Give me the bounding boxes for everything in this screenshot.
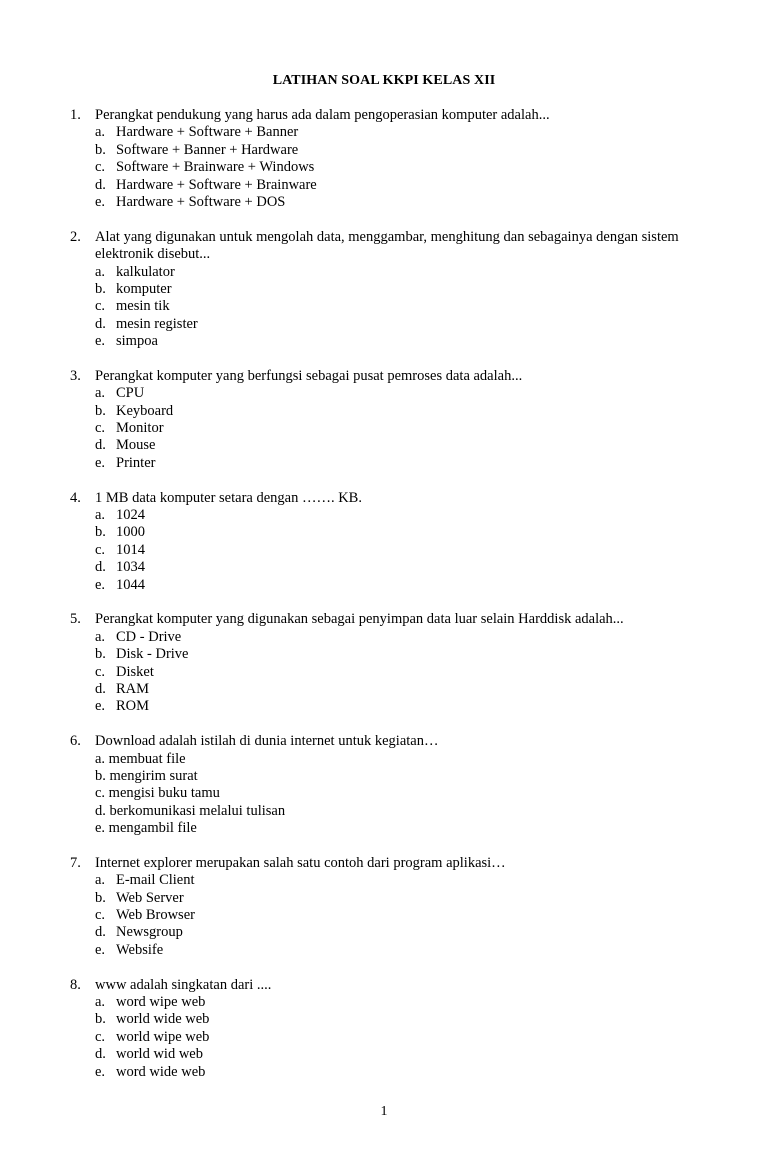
option-text: word wide web xyxy=(116,1063,206,1080)
option-item: b. mengirim surat xyxy=(95,767,198,784)
question-2 xyxy=(70,229,710,351)
option-letter: d. xyxy=(95,437,106,454)
option-list xyxy=(95,385,710,472)
option-text: Software + Banner + Hardware xyxy=(116,141,299,158)
option-item xyxy=(95,455,710,472)
question-text: Perangkat komputer yang berfungsi sebagai pusat pemroses data adalah... xyxy=(95,367,523,384)
option-text: word wipe web xyxy=(116,994,206,1011)
question-text: Internet explorer merupakan salah satu contoh dari program aplikasi… xyxy=(95,854,506,871)
option-item xyxy=(95,907,710,924)
option-item xyxy=(95,629,710,646)
option-item xyxy=(95,142,710,159)
option-text: Keyboard xyxy=(116,402,174,419)
question-text: Perangkat pendukung yang harus ada dalam pengoperasian komputer adalah... xyxy=(95,107,550,123)
option-text: 1014 xyxy=(116,541,145,558)
option-letter: b. xyxy=(95,889,106,906)
option-item xyxy=(95,437,710,454)
option-item xyxy=(95,159,710,176)
option-letter: e. xyxy=(95,193,106,210)
option-item xyxy=(95,298,710,315)
option-letter: d. xyxy=(95,680,106,697)
option-letter: d. xyxy=(95,1046,106,1063)
option-item xyxy=(95,264,710,281)
option-text: Web Server xyxy=(116,889,184,906)
option-item xyxy=(95,333,710,350)
option-text: ROM xyxy=(116,698,150,715)
question-4 xyxy=(70,490,710,594)
option-item xyxy=(95,890,710,907)
question-text: www adalah singkatan dari .... xyxy=(95,976,272,993)
option-item xyxy=(95,420,710,437)
question-number: 6. xyxy=(70,733,81,750)
question-number: 7. xyxy=(70,854,81,871)
option-text: Newsgroup xyxy=(116,924,183,941)
option-letter: b. xyxy=(95,141,106,158)
question-text: Download adalah istilah di dunia internet untuk kegiatan… xyxy=(95,733,439,750)
option-letter: e. xyxy=(95,698,106,715)
option-letter: a. xyxy=(95,507,106,524)
option-letter: e. xyxy=(95,941,106,958)
option-item: c. mengisi buku tamu xyxy=(95,785,220,802)
option-letter: e. xyxy=(95,576,106,593)
option-text: komputer xyxy=(116,280,172,297)
option-letter: b. xyxy=(95,646,106,663)
question-number: 4. xyxy=(70,489,81,506)
option-item xyxy=(95,403,710,420)
option-item xyxy=(95,559,710,576)
option-item xyxy=(95,124,710,141)
option-text: 1024 xyxy=(116,507,145,524)
option-item xyxy=(95,942,710,959)
option-item: d. berkomunikasi melalui tulisan xyxy=(95,802,286,819)
option-letter: c. xyxy=(95,1028,106,1045)
option-item xyxy=(95,924,710,941)
question-text: Perangkat komputer yang digunakan sebagai penyimpan data luar selain Harddisk adalah... xyxy=(95,611,624,628)
option-text: Printer xyxy=(116,454,156,471)
question-1 xyxy=(70,107,710,211)
option-text: world wide web xyxy=(116,1011,210,1028)
question-text: 1 MB data komputer setara dengan ……. KB. xyxy=(95,489,362,506)
option-letter: e. xyxy=(95,454,106,471)
option-item: e. mengambil file xyxy=(95,820,197,837)
option-letter: a. xyxy=(95,124,106,141)
option-letter: a. xyxy=(95,872,106,889)
option-text: RAM xyxy=(116,680,150,697)
option-item xyxy=(95,385,710,402)
option-letter: b. xyxy=(95,1011,106,1028)
option-text: Disk - Drive xyxy=(116,646,189,663)
option-letter: b. xyxy=(95,402,106,419)
option-letter: d. xyxy=(95,924,106,941)
option-letter: b. xyxy=(95,524,106,541)
option-text: Monitor xyxy=(116,420,164,437)
option-list xyxy=(95,629,710,716)
option-letter: a. xyxy=(95,263,106,280)
option-item xyxy=(95,1064,710,1081)
question-5 xyxy=(70,611,710,715)
option-item xyxy=(95,646,710,663)
option-letter: c. xyxy=(95,541,106,558)
option-item xyxy=(95,1029,710,1046)
option-text: E-mail Client xyxy=(116,872,195,889)
question-8 xyxy=(70,977,710,1081)
option-list xyxy=(95,751,710,838)
option-letter: c. xyxy=(95,663,106,680)
option-item xyxy=(95,1011,710,1028)
question-number: 2. xyxy=(70,228,81,245)
option-letter: c. xyxy=(95,420,106,437)
option-text: 1034 xyxy=(116,559,145,576)
question-text: Alat yang digunakan untuk mengolah data, menggambar, menghitung dan sebagainya dengan sistem elektronik disebut... xyxy=(95,228,679,263)
option-letter: c. xyxy=(95,907,106,924)
option-text: CD - Drive xyxy=(116,628,182,645)
question-3 xyxy=(70,368,710,472)
option-text: Disket xyxy=(116,663,154,680)
option-text: mesin register xyxy=(116,315,198,332)
option-item xyxy=(95,524,710,541)
page-number: 1 xyxy=(380,1104,388,1119)
option-text: world wid web xyxy=(116,1046,203,1063)
option-item: a. membuat file xyxy=(95,750,186,767)
option-text: Hardware + Software + Brainware xyxy=(116,176,317,193)
option-list xyxy=(95,264,710,351)
option-text: Software + Brainware + Windows xyxy=(116,159,315,176)
question-number: 3. xyxy=(70,367,81,384)
option-item xyxy=(95,872,710,889)
option-text: kalkulator xyxy=(116,263,175,280)
option-letter: e. xyxy=(95,1063,106,1080)
question-6 xyxy=(70,733,710,837)
option-text: simpoa xyxy=(116,333,158,350)
option-text: Hardware + Software + Banner xyxy=(116,124,299,141)
option-item xyxy=(95,507,710,524)
option-item xyxy=(95,681,710,698)
option-item xyxy=(95,194,710,211)
option-item xyxy=(95,664,710,681)
option-text: mesin tik xyxy=(116,298,170,315)
option-item xyxy=(95,698,710,715)
option-letter: d. xyxy=(95,315,106,332)
option-letter: c. xyxy=(95,159,106,176)
option-item xyxy=(95,1046,710,1063)
option-text: Hardware + Software + DOS xyxy=(116,193,286,210)
option-item xyxy=(95,577,710,594)
option-letter: d. xyxy=(95,559,106,576)
question-number: 1. xyxy=(70,107,81,123)
option-letter: a. xyxy=(95,628,106,645)
option-letter: c. xyxy=(95,298,106,315)
option-list xyxy=(95,994,710,1081)
page-title: LATIHAN SOAL KKPI KELAS XII xyxy=(272,73,496,88)
question-list xyxy=(70,107,710,1098)
option-letter: a. xyxy=(95,994,106,1011)
option-item xyxy=(95,316,710,333)
option-item xyxy=(95,281,710,298)
option-letter: d. xyxy=(95,176,106,193)
option-text: world wipe web xyxy=(116,1028,210,1045)
option-text: Web Browser xyxy=(116,907,195,924)
question-7 xyxy=(70,855,710,959)
option-text: 1000 xyxy=(116,524,145,541)
option-item xyxy=(95,542,710,559)
option-list xyxy=(95,507,710,594)
question-number: 5. xyxy=(70,611,81,628)
option-text: CPU xyxy=(116,385,145,402)
option-text: 1044 xyxy=(116,576,145,593)
option-item xyxy=(95,994,710,1011)
question-number: 8. xyxy=(70,976,81,993)
option-letter: e. xyxy=(95,333,106,350)
option-text: Mouse xyxy=(116,437,156,454)
option-letter: b. xyxy=(95,280,106,297)
option-text: Websife xyxy=(116,941,164,958)
option-list xyxy=(95,872,710,959)
option-list xyxy=(95,124,710,211)
option-letter: a. xyxy=(95,385,106,402)
option-item xyxy=(95,177,710,194)
